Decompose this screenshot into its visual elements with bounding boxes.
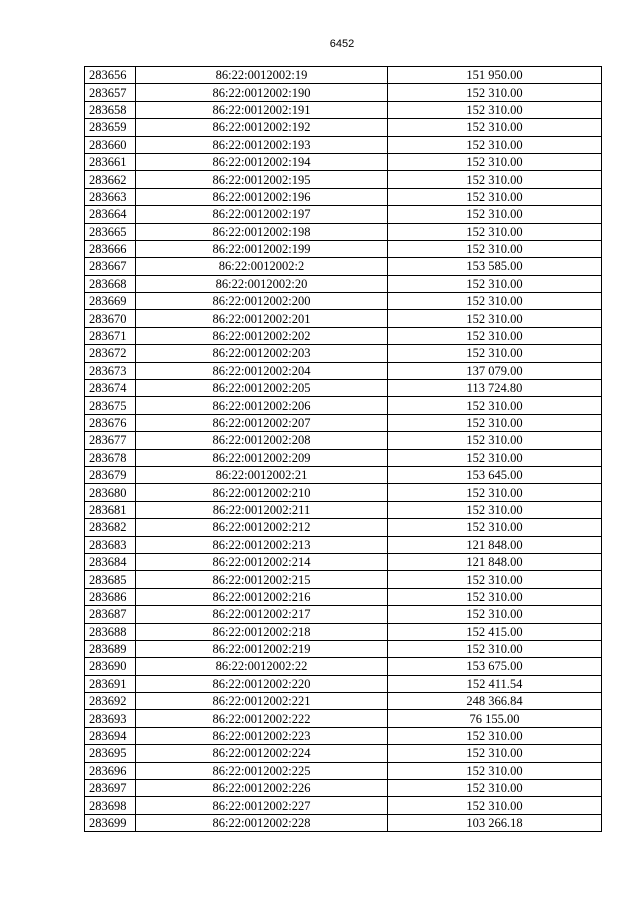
row-number-cell: 283669	[85, 293, 136, 310]
row-number-cell: 283664	[85, 206, 136, 223]
cadastral-number-cell: 86:22:0012002:201	[136, 310, 388, 327]
row-number-cell: 283665	[85, 223, 136, 240]
cadastral-number-cell: 86:22:0012002:203	[136, 345, 388, 362]
table-row	[85, 797, 602, 814]
table-row	[85, 414, 602, 431]
value-cell: 121 848.00	[388, 536, 602, 553]
cadastral-number-cell: 86:22:0012002:204	[136, 362, 388, 379]
table-row	[85, 67, 602, 84]
cadastral-number-cell: 86:22:0012002:215	[136, 571, 388, 588]
row-number-cell: 283689	[85, 640, 136, 657]
row-number-cell: 283672	[85, 345, 136, 362]
cadastral-number-cell: 86:22:0012002:192	[136, 119, 388, 136]
table-row	[85, 432, 602, 449]
table-row	[85, 571, 602, 588]
row-number-cell: 283686	[85, 588, 136, 605]
cadastral-number-cell: 86:22:0012002:209	[136, 449, 388, 466]
value-cell: 152 310.00	[388, 571, 602, 588]
row-number-cell: 283684	[85, 553, 136, 570]
table-row	[85, 136, 602, 153]
table-row	[85, 780, 602, 797]
table-row	[85, 727, 602, 744]
value-cell: 152 310.00	[388, 797, 602, 814]
registry-table-body	[85, 67, 602, 832]
cadastral-number-cell: 86:22:0012002:19	[136, 67, 388, 84]
value-cell: 152 310.00	[388, 188, 602, 205]
value-cell: 152 310.00	[388, 136, 602, 153]
cadastral-number-cell: 86:22:0012002:21	[136, 466, 388, 483]
row-number-cell: 283687	[85, 606, 136, 623]
value-cell: 152 310.00	[388, 640, 602, 657]
table-row	[85, 536, 602, 553]
cadastral-number-cell: 86:22:0012002:217	[136, 606, 388, 623]
row-number-cell: 283691	[85, 675, 136, 692]
cadastral-number-cell: 86:22:0012002:213	[136, 536, 388, 553]
table-row	[85, 293, 602, 310]
row-number-cell: 283683	[85, 536, 136, 553]
value-cell: 153 645.00	[388, 466, 602, 483]
row-number-cell: 283666	[85, 240, 136, 257]
value-cell: 152 310.00	[388, 519, 602, 536]
row-number-cell: 283695	[85, 745, 136, 762]
value-cell: 152 415.00	[388, 623, 602, 640]
table-row	[85, 745, 602, 762]
cadastral-number-cell: 86:22:0012002:208	[136, 432, 388, 449]
cadastral-number-cell: 86:22:0012002:224	[136, 745, 388, 762]
table-row	[85, 553, 602, 570]
value-cell: 152 310.00	[388, 449, 602, 466]
table-row	[85, 466, 602, 483]
table-row	[85, 188, 602, 205]
table-row	[85, 240, 602, 257]
cadastral-number-cell: 86:22:0012002:227	[136, 797, 388, 814]
row-number-cell: 283696	[85, 762, 136, 779]
value-cell: 152 310.00	[388, 414, 602, 431]
cadastral-number-cell: 86:22:0012002:20	[136, 275, 388, 292]
cadastral-number-cell: 86:22:0012002:200	[136, 293, 388, 310]
value-cell: 248 366.84	[388, 693, 602, 710]
row-number-cell: 283674	[85, 380, 136, 397]
row-number-cell: 283682	[85, 519, 136, 536]
value-cell: 76 155.00	[388, 710, 602, 727]
value-cell: 153 585.00	[388, 258, 602, 275]
cadastral-number-cell: 86:22:0012002:197	[136, 206, 388, 223]
row-number-cell: 283673	[85, 362, 136, 379]
value-cell: 152 310.00	[388, 293, 602, 310]
cadastral-number-cell: 86:22:0012002:218	[136, 623, 388, 640]
row-number-cell: 283698	[85, 797, 136, 814]
row-number-cell: 283663	[85, 188, 136, 205]
row-number-cell: 283693	[85, 710, 136, 727]
table-row	[85, 623, 602, 640]
row-number-cell: 283675	[85, 397, 136, 414]
value-cell: 152 310.00	[388, 327, 602, 344]
row-number-cell: 283677	[85, 432, 136, 449]
cadastral-number-cell: 86:22:0012002:206	[136, 397, 388, 414]
row-number-cell: 283678	[85, 449, 136, 466]
cadastral-number-cell: 86:22:0012002:196	[136, 188, 388, 205]
value-cell: 152 310.00	[388, 397, 602, 414]
page-number: 6452	[329, 38, 355, 50]
table-row	[85, 675, 602, 692]
cadastral-number-cell: 86:22:0012002:194	[136, 153, 388, 170]
table-row	[85, 310, 602, 327]
value-cell: 152 310.00	[388, 171, 602, 188]
table-row	[85, 710, 602, 727]
value-cell: 152 310.00	[388, 223, 602, 240]
cadastral-number-cell: 86:22:0012002:190	[136, 84, 388, 101]
table-row	[85, 484, 602, 501]
value-cell: 137 079.00	[388, 362, 602, 379]
value-cell: 152 310.00	[388, 275, 602, 292]
table-row	[85, 693, 602, 710]
value-cell: 152 310.00	[388, 432, 602, 449]
cadastral-number-cell: 86:22:0012002:198	[136, 223, 388, 240]
cadastral-number-cell: 86:22:0012002:212	[136, 519, 388, 536]
cadastral-number-cell: 86:22:0012002:225	[136, 762, 388, 779]
cadastral-number-cell: 86:22:0012002:195	[136, 171, 388, 188]
value-cell: 152 310.00	[388, 501, 602, 518]
table-row	[85, 814, 602, 831]
table-row	[85, 658, 602, 675]
table-row	[85, 380, 602, 397]
value-cell: 151 950.00	[388, 67, 602, 84]
value-cell: 152 310.00	[388, 588, 602, 605]
value-cell: 152 310.00	[388, 727, 602, 744]
table-row	[85, 762, 602, 779]
value-cell: 152 310.00	[388, 780, 602, 797]
table-row	[85, 206, 602, 223]
table-row	[85, 153, 602, 170]
cadastral-number-cell: 86:22:0012002:221	[136, 693, 388, 710]
value-cell: 152 310.00	[388, 84, 602, 101]
row-number-cell: 283667	[85, 258, 136, 275]
value-cell: 152 310.00	[388, 153, 602, 170]
value-cell: 152 411.54	[388, 675, 602, 692]
cadastral-number-cell: 86:22:0012002:219	[136, 640, 388, 657]
table-row	[85, 119, 602, 136]
table-row	[85, 171, 602, 188]
table-row	[85, 588, 602, 605]
row-number-cell: 283668	[85, 275, 136, 292]
row-number-cell: 283680	[85, 484, 136, 501]
cadastral-number-cell: 86:22:0012002:211	[136, 501, 388, 518]
value-cell: 152 310.00	[388, 484, 602, 501]
cadastral-number-cell: 86:22:0012002:214	[136, 553, 388, 570]
cadastral-number-cell: 86:22:0012002:210	[136, 484, 388, 501]
cadastral-number-cell: 86:22:0012002:226	[136, 780, 388, 797]
table-row	[85, 397, 602, 414]
cadastral-number-cell: 86:22:0012002:222	[136, 710, 388, 727]
cadastral-number-cell: 86:22:0012002:22	[136, 658, 388, 675]
row-number-cell: 283670	[85, 310, 136, 327]
value-cell: 152 310.00	[388, 119, 602, 136]
table-row	[85, 606, 602, 623]
row-number-cell: 283685	[85, 571, 136, 588]
value-cell: 152 310.00	[388, 606, 602, 623]
table-row	[85, 519, 602, 536]
row-number-cell: 283692	[85, 693, 136, 710]
cadastral-number-cell: 86:22:0012002:223	[136, 727, 388, 744]
row-number-cell: 283676	[85, 414, 136, 431]
value-cell: 152 310.00	[388, 762, 602, 779]
row-number-cell: 283690	[85, 658, 136, 675]
value-cell: 103 266.18	[388, 814, 602, 831]
table-row	[85, 84, 602, 101]
value-cell: 152 310.00	[388, 206, 602, 223]
table-row	[85, 275, 602, 292]
cadastral-number-cell: 86:22:0012002:191	[136, 101, 388, 118]
value-cell: 153 675.00	[388, 658, 602, 675]
row-number-cell: 283656	[85, 67, 136, 84]
row-number-cell: 283671	[85, 327, 136, 344]
table-row	[85, 362, 602, 379]
table-row	[85, 640, 602, 657]
row-number-cell: 283688	[85, 623, 136, 640]
row-number-cell: 283697	[85, 780, 136, 797]
cadastral-number-cell: 86:22:0012002:202	[136, 327, 388, 344]
cadastral-number-cell: 86:22:0012002:207	[136, 414, 388, 431]
value-cell: 152 310.00	[388, 310, 602, 327]
row-number-cell: 283694	[85, 727, 136, 744]
table-row	[85, 258, 602, 275]
row-number-cell: 283681	[85, 501, 136, 518]
cadastral-number-cell: 86:22:0012002:2	[136, 258, 388, 275]
row-number-cell: 283658	[85, 101, 136, 118]
row-number-cell: 283699	[85, 814, 136, 831]
row-number-cell: 283662	[85, 171, 136, 188]
value-cell: 152 310.00	[388, 345, 602, 362]
table-row	[85, 449, 602, 466]
table-row	[85, 345, 602, 362]
row-number-cell: 283659	[85, 119, 136, 136]
row-number-cell: 283657	[85, 84, 136, 101]
table-row	[85, 223, 602, 240]
table-row	[85, 327, 602, 344]
value-cell: 152 310.00	[388, 745, 602, 762]
registry-table	[84, 66, 602, 832]
row-number-cell: 283679	[85, 466, 136, 483]
table-row	[85, 101, 602, 118]
value-cell: 152 310.00	[388, 240, 602, 257]
cadastral-number-cell: 86:22:0012002:193	[136, 136, 388, 153]
cadastral-number-cell: 86:22:0012002:199	[136, 240, 388, 257]
cadastral-number-cell: 86:22:0012002:220	[136, 675, 388, 692]
cadastral-number-cell: 86:22:0012002:216	[136, 588, 388, 605]
cadastral-number-cell: 86:22:0012002:228	[136, 814, 388, 831]
row-number-cell: 283661	[85, 153, 136, 170]
value-cell: 113 724.80	[388, 380, 602, 397]
cadastral-number-cell: 86:22:0012002:205	[136, 380, 388, 397]
value-cell: 152 310.00	[388, 101, 602, 118]
value-cell: 121 848.00	[388, 553, 602, 570]
table-row	[85, 501, 602, 518]
row-number-cell: 283660	[85, 136, 136, 153]
